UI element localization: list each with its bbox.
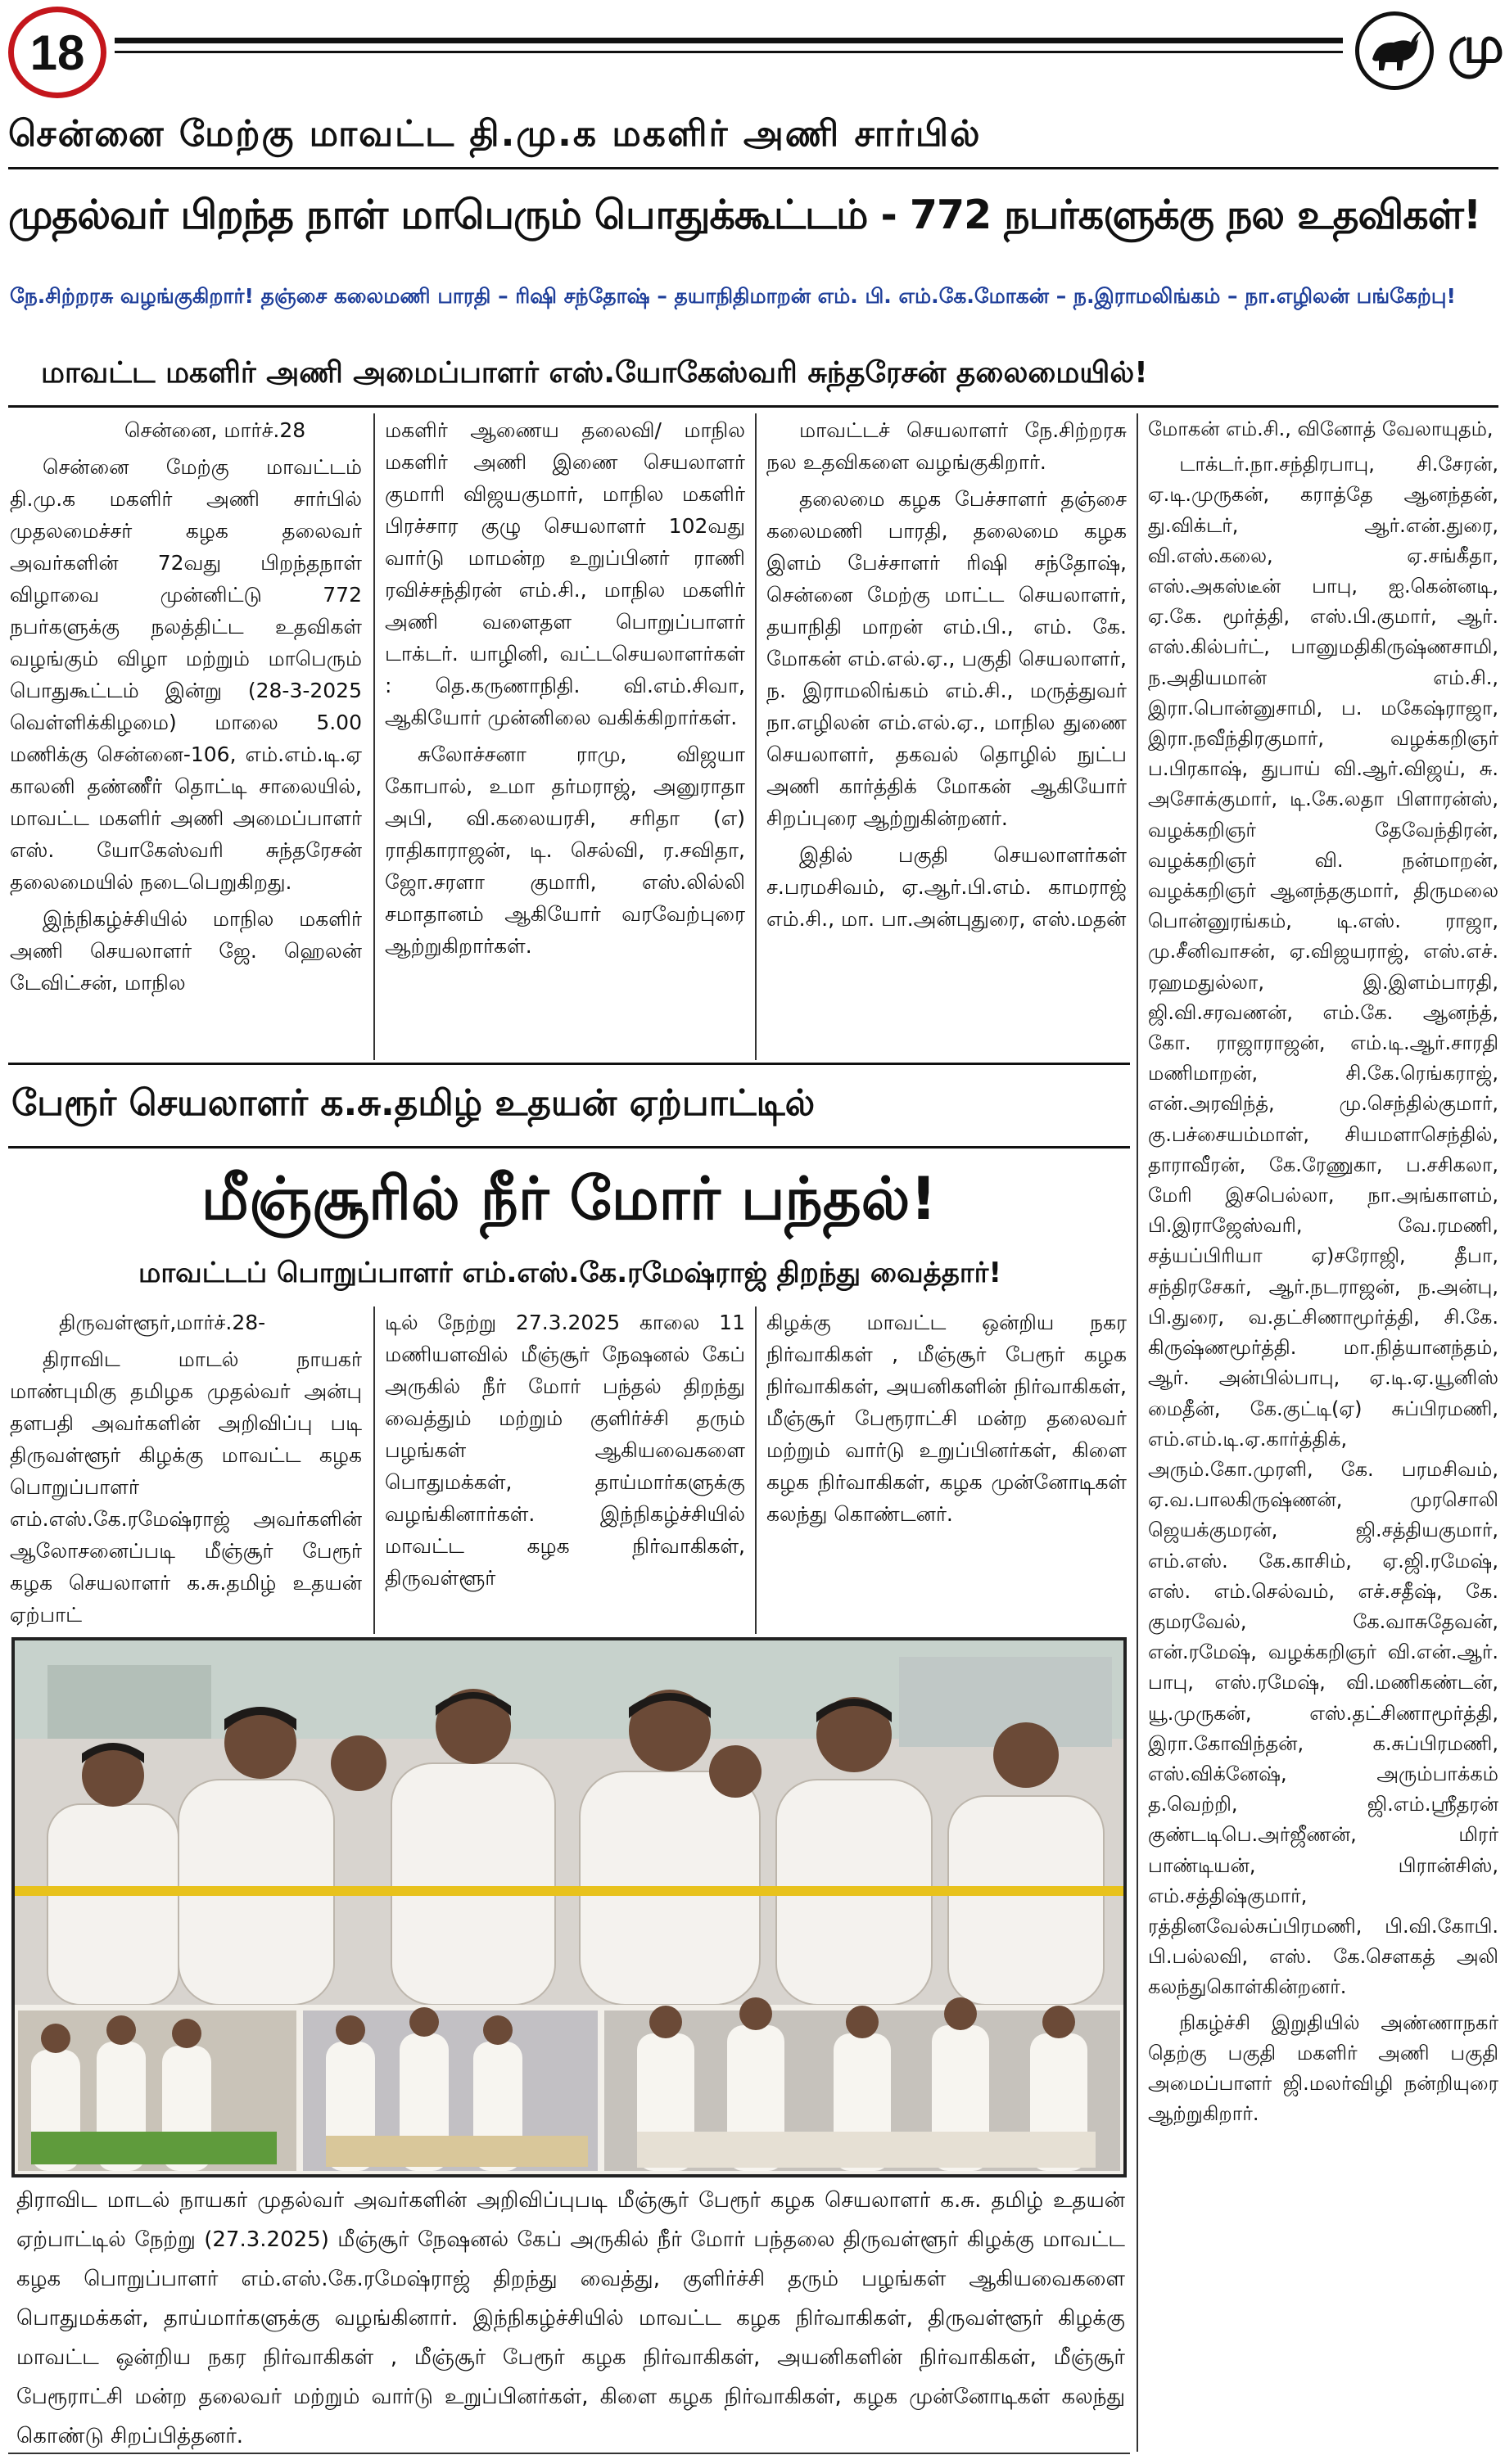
story2-column-3 bbox=[766, 1306, 1127, 1634]
header-rule bbox=[115, 38, 1343, 43]
story1-subhead-chair: மாவட்ட மகளிர் அணி அமைப்பாளர் எஸ்.யோகேஸ்வரி சுந்தரேசன் தலைமையில்! bbox=[41, 356, 1148, 390]
dateline: திருவள்ளூர்,மார்ச்.28- bbox=[59, 1311, 266, 1334]
side-column bbox=[1148, 414, 1498, 2453]
paragraph: சென்னை மேற்கு மாவட்டம் தி.மு.க மகளிர் அணி சார்பில் முதலமைச்சர் கழக தலைவர் அவர்களின் 72வது பிறந்தநாள் விழாவை முன்னிட்டு 772 நபர்களுக்கு நலத்திட்ட உதவிகள் வழங்கும் விழா மற்றும் மாபெரும் பொதுகூட்டம் இன்று (28-3-2025 வெள்ளிக்கிழமை) மாலை 5.00 மணிக்கு சென்னை-106, எம்.எம்.டி.ஏ காலனி தண்ணீர் தொட்டி சாலையில், மாவட்ட மகளிர் அணி அமைப்பாளர் எஸ். யோகேஸ்வரி சுந்தரேசன் தலைமையில் நடைபெறுகிறது. bbox=[10, 455, 362, 894]
paragraph: மோகன் எம்.சி., வினோத் வேலாயுதம், bbox=[1148, 417, 1494, 440]
paragraph: கிழக்கு மாவட்ட ஒன்றிய நகர நிர்வாகிகள் , மீஞ்சூர் பேரூர் கழக நிர்வாகிகள், அயனிகளின் நிர்வாகிகள், மீஞ்சூர் பேரூராட்சி மன்ற தலைவர் மற்றும் வார்டு உறுப்பினர்கள், கிளை கழக நிர்வாகிகள், கழக முன்னோடிகள் கலந்து கொண்டனர். bbox=[766, 1311, 1127, 1526]
page-number: 18 bbox=[8, 7, 106, 98]
event-photo bbox=[11, 1637, 1127, 2177]
divider bbox=[8, 1063, 1130, 1065]
photo-caption: திராவிட மாடல் நாயகர் முதல்வர் அவர்களின் அறிவிப்புபடி மீஞ்சூர் பேரூர் கழக செயலாளர் க.சு. தமிழ் உதயன் ஏற்பாட்டில் நேற்று (27.3.2025) மீஞ்சூர் நேஷனல் கேப் அருகில் நீர் மோர் பந்தலை திருவள்ளூர் கிழக்கு மாவட்ட கழக பொறுப்பாளர் எம்.எஸ்.கே.ரமேஷ்ராஜ் திறந்து வைத்து, குளிர்ச்சி தரும் பழங்கள் ஆகியவைகளை பொதுமக்கள், தாய்மார்களுக்கு வழங்கினார். இந்நிகழ்ச்சியில் மாவட்ட கழக நிர்வாகிகள், திருவள்ளூர் கிழக்கு மாவட்ட ஒன்றிய நகர நிர்வாகிகள் , மீஞ்சூர் பேரூர் கழக நிர்வாகிகள், அயனிகளின் நிர்வாகிகள், மீஞ்சூர் பேரூராட்சி மன்ற தலைவர் மற்றும் வார்டு உறுப்பினர்கள், கிளை கழக நிர்வாகிகள், கழக முன்னோடிகள் கலந்து கொண்டு சிறப்பித்தனர். bbox=[16, 2188, 1125, 2448]
divider bbox=[8, 2453, 1130, 2454]
divider bbox=[8, 1146, 1130, 1149]
story1-headline: முதல்வர் பிறந்த நாள் மாபெரும் பொதுக்கூட்டம் - 772 நபர்களுக்கு நல உதவிகள்! bbox=[8, 192, 1481, 238]
story1-kicker: சென்னை மேற்கு மாவட்ட தி.மு.க மகளிர் அணி சார்பில் bbox=[8, 113, 982, 155]
paragraph: இதில் பகுதி செயலாளர்கள் ச.பரமசிவம், ஏ.ஆர்.பி.எம். காமராஜ் எம்.சி., மா. பா.அன்புதுரை, எஸ்.மதன் bbox=[766, 843, 1127, 931]
column-rule bbox=[1137, 413, 1138, 2452]
story2-column-2 bbox=[385, 1306, 745, 1634]
masthead-fragment: மு bbox=[1448, 15, 1504, 74]
story1-column-2 bbox=[385, 414, 745, 1053]
story1-column-3 bbox=[766, 414, 1127, 1053]
dateline: சென்னை, மார்ச்.28 bbox=[124, 418, 306, 442]
paragraph: மாவட்டச் செயலாளர் நே.சிற்றரசு நல உதவிகளை வழங்குகிறார். bbox=[766, 418, 1127, 474]
paragraph: சுலோச்சனா ராமு, விஜயா கோபால், உமா தர்மராஜ், அனுராதா அபி, வி.கலையரசி, சரிதா (எ) ராதிகாராஜன், டி. செல்வி, ர.சவிதா, ஜோ.சரளா குமாரி, எஸ்.லில்லி சமாதானம் ஆகியோர் வரவேற்புரை ஆற்றுகிறார்கள். bbox=[385, 742, 745, 958]
paragraph: மகளிர் ஆணைய தலைவி/ மாநில மகளிர் அணி இணை செயலாளர் குமாரி விஜயகுமார், மாநில மகளிர் பிரச்சார குழு செயலாளர் 102வது வார்டு மாமன்ற உறுப்பினர் ராணி ரவிச்சந்திரன் எம்.சி., மாநில மகளிர் அணி வளைதள பொறுப்பாளர் டாக்டர். யாழினி, வட்டசெயலாளர்கள் : தெ.கருணாநிதி. வி.எம்.சிவா, ஆகியோர் முன்னிலை வகிக்கிறார்கள். bbox=[385, 418, 745, 729]
column-rule bbox=[755, 1306, 757, 1634]
paragraph: டாக்டர்.நா.சந்திரபாபு, சி.சேரன், ஏ.டி.முருகன், கராத்தே ஆனந்தன், து.விக்டர், ஆர்.என்.துரை, வி.எஸ்.கலை, ஏ.சங்கீதா, எஸ்.அகஸ்டீன் பாபு, ஐ.கென்னடி, ஏ.கே. மூர்த்தி, எஸ்.பி.குமார், ஆர். எஸ்.கில்பர்ட், பானுமதிகிருஷ்ணசாமி, ந.அதியமான் எம்.சி., இரா.பொன்னுசாமி, ப. மகேஷ்ராஜா, இரா.நவீந்திரகுமார், வழக்கறிஞர் ப.பிரகாஷ், துபாய் வி.ஆர்.விஜய், சு. அசோக்குமார், டி.கே.லதா பிளாரன்ஸ், வழக்கறிஞர் தேவேந்திரன், வழக்கறிஞர் வி. நன்மாறன், வழக்கறிஞர் ஆனந்தகுமார், திருமலை பொன்னுரங்கம், டி.எஸ். ராஜா, மு.சீனிவாசன், ஏ.விஜயராஜ், எஸ்.எச். ரஹமதுல்லா, இ.இளம்பாரதி, ஜி.வி.சரவணன், எம்.கே. ஆனந்த், கோ. ராஜாராஜன், எம்.டி.ஆர்.சாரதி மணிமாறன், சி.கே.ரெங்கராஜ், என்.அரவிந்த், மு.செந்தில்குமார், கு.பச்சையம்மாள், சியமளாசெந்தில், தாராவீரன், கே.ரேணுகா, ப.சசிகலா, மேரி இசபெல்லா, நா.அங்காளம், பி.இராஜேஸ்வரி, வே.ரமணி, சத்யப்பிரியா ஏ)சரோஜி, தீபா, சந்திரசேகர், ஆர்.நடராஜன், ந.அன்பு, பி.துரை, வ.தட்சிணாமூர்த்தி, சி.கே. கிருஷ்ணமூர்த்தி. மா.நித்யானந்தம், ஆர். அன்பில்பாபு, ஏ.டி.ஏ.யூனிஸ் மைதீன், கே.குட்டி(ஏ) சுப்பிரமணி, எம்.எம்.டி.ஏ.கார்த்திக், அரும்.கோ.முரளி, கே. பரமசிவம், ஏ.வ.பாலகிருஷ்ணன், முரசொலி ஜெயக்குமரன், ஜி.சத்தியகுமார், எம்.எஸ். கே.காசிம், ஏ.ஜி.ரமேஷ், எஸ். எம்.செல்வம், எச்.சதீஷ், கே. குமரவேல், கே.வாசுதேவன், என்.ரமேஷ், வழக்கறிஞர் வி.என்.ஆர். பாபு, எஸ்.ரமேஷ், வி.மணிகண்டன், யூ.முருகன், எஸ்.தட்சிணாமூர்த்தி, இரா.கோவிந்தன், க.சுப்பிரமணி, எஸ்.விக்னேஷ், அரும்பாக்கம் த.வெற்றி, ஜி.எம்.ஸ்ரீதரன் குண்டடிபெ.அர்ஜீணன், மிரர் பாண்டியன், பிரான்சிஸ், எம்.சத்திஷ்குமார், ரத்தினவேல்சுப்பிரமணி, பி.வி.கோபி. பி.பல்லவி, எஸ். கே.சௌகத் அலி கலந்துகொள்கின்றனர். bbox=[1148, 453, 1498, 1999]
paragraph: திராவிட மாடல் நாயகர் மாண்புமிகு தமிழக முதல்வர் அன்பு தளபதி அவர்களின் அறிவிப்பு படி திருவள்ளூர் கிழக்கு மாவட்ட கழக பொறுப்பாளர் எம்.எஸ்.கே.ரமேஷ்ராஜ் அவர்களின் ஆலோசனைப்படி மீஞ்சூர் பேரூர் கழக செயலாளர் க.சு.தமிழ் உதயன் ஏற்பாட் bbox=[10, 1347, 362, 1627]
story2-column-1 bbox=[10, 1306, 362, 1634]
column-rule bbox=[373, 1306, 375, 1634]
story1-column-1 bbox=[10, 414, 362, 1053]
story2-kicker: பேரூர் செயலாளர் க.சு.தமிழ் உதயன் ஏற்பாட்டில் bbox=[11, 1082, 816, 1124]
divider bbox=[8, 167, 1498, 169]
story1-subhead-guests: நே.சிற்றரசு வழங்குகிறார்! தஞ்சை கலைமணி பாரதி – ரிஷி சந்தோஷ் – தயாநிதிமாறன் எம். பி. எம்.கே.மோகன் – ந.இராமலிங்கம் – நா.எழிலன் பங்கேற்பு! bbox=[10, 284, 1456, 308]
header-rule-thin bbox=[115, 51, 1343, 53]
paragraph: இந்நிகழ்ச்சியில் மாநில மகளிர் அணி செயலாளர் ஜே. ஹெலன் டேவிட்சன், மாநில bbox=[10, 907, 362, 995]
bull-logo-icon bbox=[1355, 11, 1434, 90]
paragraph: நிகழ்ச்சி இறுதியில் அண்ணாநகர் தெற்கு பகுதி மகளிர் அணி பகுதி அமைப்பாளர் ஜி.மலர்விழி நன்றியுரை ஆற்றுகிறார். bbox=[1148, 2010, 1498, 2126]
column-rule bbox=[373, 413, 375, 1060]
paragraph: தலைமை கழக பேச்சாளர் தஞ்சை கலைமணி பாரதி, தலைமை கழக இளம் பேச்சாளர் ரிஷி சந்தோஷ், சென்னை மேற்கு மாட்ட செயலாளர், தயாநிதி மாறன் எம்.பி., எம். கே. மோகன் எம்.எல்.ஏ., பகுதி செயலாளர், ந. இராமலிங்கம் எம்.சி., மருத்துவர் நா.எழிலன் எம்.எல்.ஏ., மாநில துணை செயலாளர், தகவல் தொழில் நுட்ப அணி கார்த்திக் மோகன் ஆகியோர் சிறப்புரை ஆற்றுகின்றனர். bbox=[766, 487, 1127, 830]
paragraph: டில் நேற்று 27.3.2025 காலை 11 மணியளவில் மீஞ்சூர் நேஷனல் கேப் அருகில் நீர் மோர் பந்தல் திறந்து வைத்தும் மற்றும் குளிர்ச்சி தரும் பழங்கள் ஆகியவைகளை பொதுமக்கள், தாய்மார்களுக்கு வழங்கினார்கள். இந்நிகழ்ச்சியில் மாவட்ட கழக நிர்வாகிகள், திருவள்ளூர் bbox=[385, 1311, 745, 1590]
column-rule bbox=[755, 413, 757, 1060]
story2-headline: மீஞ்சூரில் நீர் மோர் பந்தல்! bbox=[201, 1164, 938, 1233]
event-photo-illustration bbox=[15, 1640, 1123, 2174]
story2-subhead: மாவட்டப் பொறுப்பாளர் எம்.எஸ்.கே.ரமேஷ்ராஜ் திறந்து வைத்தார்! bbox=[138, 1257, 1001, 1289]
divider bbox=[8, 405, 1498, 408]
